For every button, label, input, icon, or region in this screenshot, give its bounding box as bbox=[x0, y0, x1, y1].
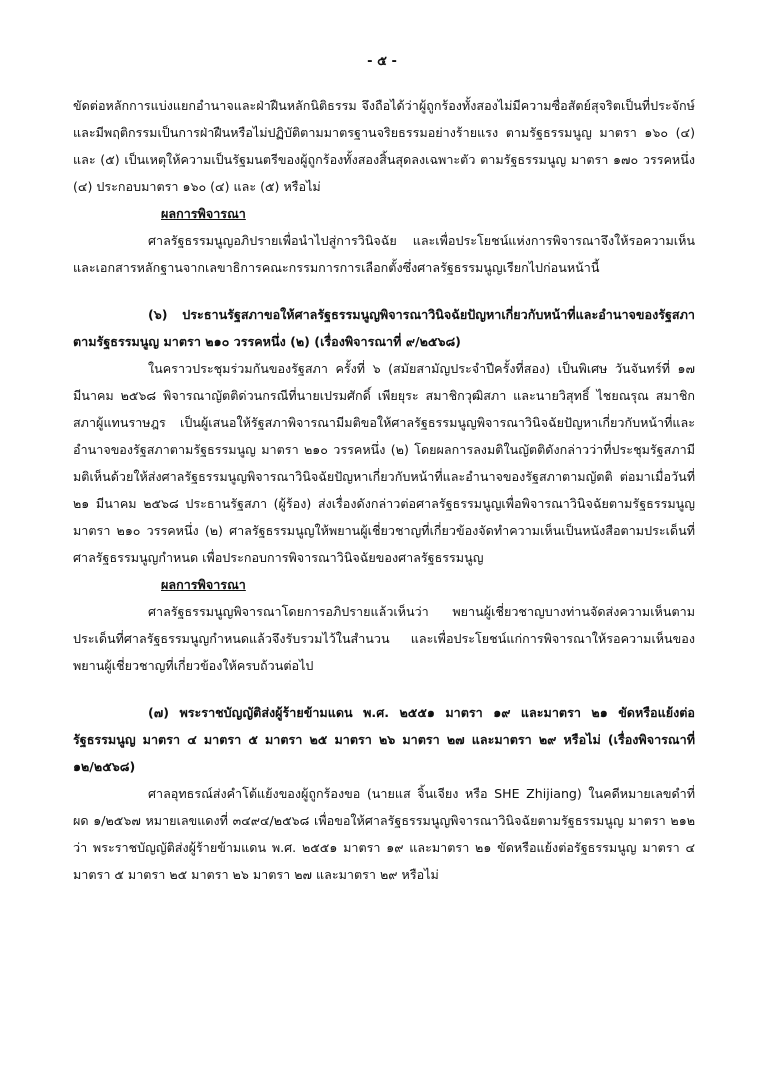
paragraph-case6-facts: ในคราวประชุมร่วมกันของรัฐสภา ครั้งที่ ๖ (สมัยสามัญประจำปีครั้งที่สอง) เป็นพิเศษ วันจันทร์ที่ ๑๗ มีนาคม ๒๕๖๘ พิจารณาญัตติด่วนกรณีที่นายเปรมศักดิ์ เพียยุระ สมาชิกวุฒิสภา และนายวิสุทธิ์ ไชยณรุณ สมาชิกสภาผู้แทนราษฎร เป็นผู้เสนอให้รัฐสภาพิจารณามีมติขอให้ศาลรัฐธรรมนูญพิจารณาวินิจฉัยปัญหาเกี่ยวกับหน้าที่และอำนาจของรัฐสภาตามรัฐธรรมนูญ มาตรา ๒๑๐ วรรคหนึ่ง (๒) โดยผลการลงมติในญัตติดังกล่าวว่าที่ประชุมรัฐสภามีมติเห็นด้วยให้ส่งศาลรัฐธรรมนูญพิจารณาวินิจฉัยปัญหาเกี่ยวกับหน้าที่และอำนาจของรัฐสภาตามญัตติ ต่อมาเมื่อวันที่ ๒๑ มีนาคม ๒๕๖๘ ประธานรัฐสภา (ผู้ร้อง) ส่งเรื่องดังกล่าวต่อศาลรัฐธรรมนูญเพื่อพิจารณาวินิจฉัยตามรัฐธรรมนูญ มาตรา ๒๑๐ วรรคหนึ่ง (๒) ศาลรัฐธรรมนูญให้พยานผู้เชี่ยวชาญที่เกี่ยวข้องจัดทำความเห็นเป็นหนังสือตามประเด็นที่ศาลรัฐธรรมนูญกำหนด เพื่อประกอบการพิจารณาวินิจฉัยของศาลรัฐธรรมนูญ bbox=[73, 361, 695, 565]
result-label: ผลการพิจารณา bbox=[161, 577, 246, 592]
paragraph-case5-result: ศาลรัฐธรรมนูญอภิปรายเพื่อนำไปสู่การวินิจฉัย และเพื่อประโยชน์แห่งการพิจารณาจึงให้รอความเห็นและเอกสารหลักฐานจากเลขาธิการคณะกรรมการการเลือกตั้งซึ่งศาลรัฐธรรมนูญเรียกไปก่อนหน้านี้ bbox=[73, 233, 695, 275]
case-heading-7: (๗) พระราชบัญญัติส่งผู้ร้ายข้ามแดน พ.ศ. ๒๕๕๑ มาตรา ๑๙ และมาตรา ๒๑ ขัดหรือแย้งต่อรัฐธรรมนูญ มาตรา ๔ มาตรา ๕ มาตรา ๒๕ มาตรา ๒๖ มาตรา ๒๗ และมาตรา ๒๙ หรือไม่ (เรื่องพิจารณาที่ ๑๒/๒๕๖๘) bbox=[73, 705, 695, 774]
case-heading-6: (๖) ประธานรัฐสภาขอให้ศาลรัฐธรรมนูญพิจารณาวินิจฉัยปัญหาเกี่ยวกับหน้าที่และอำนาจของรัฐสภาตามรัฐธรรมนูญ มาตรา ๒๑๐ วรรคหนึ่ง (๒) (เรื่องพิจารณาที่ ๙/๒๕๖๘) bbox=[73, 307, 695, 349]
document-body bbox=[73, 92, 695, 888]
paragraph-case5-issue: ขัดต่อหลักการแบ่งแยกอำนาจและฝ่าฝืนหลักนิติธรรม จึงถือได้ว่าผู้ถูกร้องทั้งสองไม่มีความซื่อสัตย์สุจริตเป็นที่ประจักษ์และมีพฤติกรรมเป็นการฝ่าฝืนหรือไม่ปฏิบัติตามมาตรฐานจริยธรรมอย่างร้ายแรง ตามรัฐธรรมนูญ มาตรา ๑๖๐ (๔) และ (๕) เป็นเหตุให้ความเป็นรัฐมนตรีของผู้ถูกร้องทั้งสองสิ้นสุดลงเฉพาะตัว ตามรัฐธรรมนูญ มาตรา ๑๗๐ วรรคหนึ่ง (๔) ประกอบมาตรา ๑๖๐ (๔) และ (๕) หรือไม่ bbox=[73, 98, 695, 194]
page-number: - ๕ - bbox=[367, 54, 397, 69]
paragraph-case6-result: ศาลรัฐธรรมนูญพิจารณาโดยการอภิปรายแล้วเห็นว่า พยานผู้เชี่ยวชาญบางท่านจัดส่งความเห็นตามประเด็นที่ศาลรัฐธรรมนูญกำหนดแล้วจึงรับรวมไว้ในสำนวน และเพื่อประโยชน์แก่การพิจารณาให้รอความเห็นของพยานผู้เชี่ยวชาญที่เกี่ยวข้องให้ครบถ้วนต่อไป bbox=[73, 604, 695, 673]
result-label: ผลการพิจารณา bbox=[161, 206, 246, 221]
paragraph-case7-facts: ศาลอุทธรณ์ส่งคำโต้แย้งของผู้ถูกร้องขอ (นายแส จิ้นเจียง หรือ SHE Zhijiang) ในคดีหมายเลขดำที่ ผด ๑/๒๕๖๗ หมายเลขแดงที่ ๓๔๙๔/๒๕๖๘ เพื่อขอให้ศาลรัฐธรรมนูญพิจารณาวินิจฉัยตามรัฐธรรมนูญ มาตรา ๒๑๒ ว่า พระราชบัญญัติส่งผู้ร้ายข้ามแดน พ.ศ. ๒๕๕๑ มาตรา ๑๙ และมาตรา ๒๑ ขัดหรือแย้งต่อรัฐธรรมนูญ มาตรา ๔ มาตรา ๕ มาตรา ๒๕ มาตรา ๒๖ มาตรา ๒๗ และมาตรา ๒๙ หรือไม่ bbox=[73, 786, 695, 882]
